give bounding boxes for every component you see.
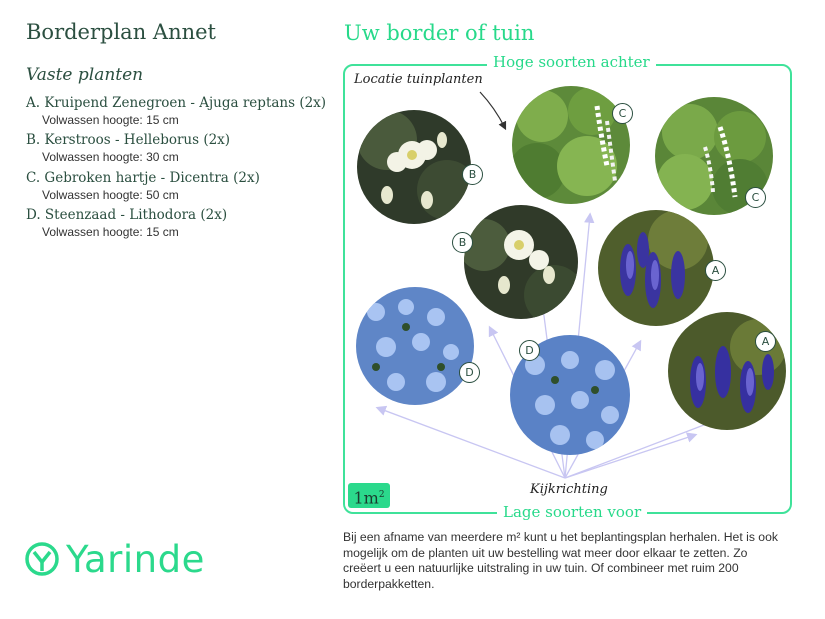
plant-name: A. Kruipend Zenegroen - Ajuga reptans (2x) [26,95,327,111]
plant-tag-a: A [705,260,726,281]
yarinde-logo [24,537,205,581]
plant-tag-c: C [612,103,633,124]
plant-name: D. Steenzaad - Lithodora (2x) [26,207,228,223]
view-direction-label: Kijkrichting [530,482,608,497]
yarinde-logo-icon [24,541,60,577]
plant-tag-a: A [755,331,776,352]
plant-height: Volwassen hoogte: 30 cm [42,150,179,164]
helleborus-photo [357,110,471,224]
plant-tag-c: C [745,187,766,208]
plant-height: Volwassen hoogte: 50 cm [42,188,179,202]
plant-tag-d: D [519,340,540,361]
section-subtitle: Vaste planten [26,65,144,85]
label-front-low-plants: Lage soorten voor [497,503,647,521]
area-unit: 2 [378,490,385,500]
dicentra-photo [512,86,630,204]
location-label: Locatie tuinplanten [354,72,483,87]
plant-name: C. Gebroken hartje - Dicentra (2x) [26,170,260,186]
plant-tag-b: B [462,164,483,185]
area-value: 1m [353,488,379,508]
plant-tag-b: B [452,232,473,253]
page-title: Borderplan Annet [26,20,216,44]
border-title: Uw border of tuin [344,21,535,45]
footer-description: Bij een afname van meerdere m² kunt u het beplantingsplan herhalen. Het is ook mogelijk om de planten uit uw bestelling wat meer door elkaar te zetten. Zo creëert u een natuurlijke uitstraling in uw tuin. Of combineer met ruim 200 borderpakketten. [343,530,778,591]
plant-name: B. Kerstroos - Helleborus (2x) [26,132,231,148]
logo-text: Yarinde [66,537,205,581]
plant-tag-d: D [459,362,480,383]
area-badge [348,483,390,508]
plant-height: Volwassen hoogte: 15 cm [42,225,179,239]
ajuga-photo [598,210,714,326]
helleborus-photo [464,205,578,319]
ajuga-photo [668,312,786,430]
plant-height: Volwassen hoogte: 15 cm [42,113,179,127]
label-back-high-plants: Hoge soorten achter [487,53,656,71]
lithodora-photo [356,287,474,405]
